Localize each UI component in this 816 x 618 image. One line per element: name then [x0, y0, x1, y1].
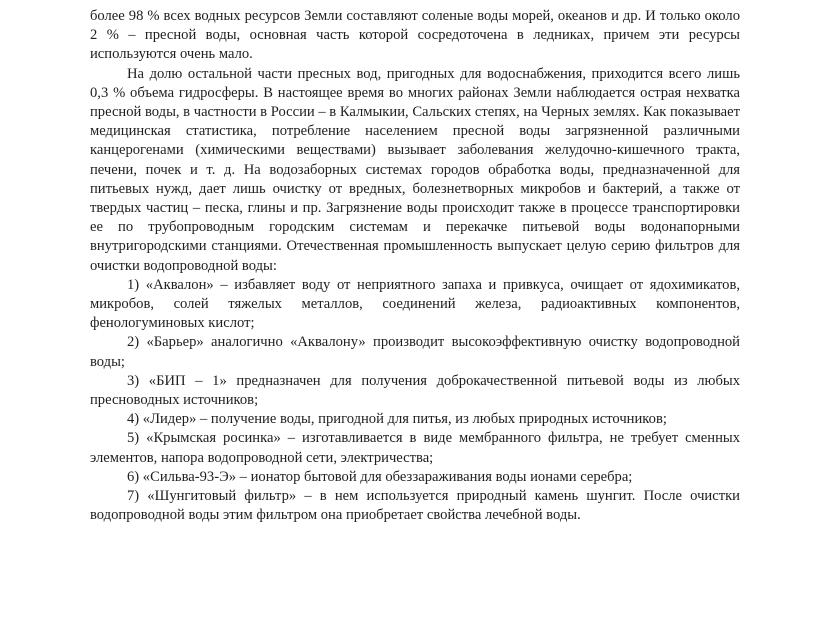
list-item-lider: 4) «Лидер» – получение воды, пригодной для питья, из любых природных источников;: [127, 411, 667, 428]
list-item-shungite: 7) «Шунгитовый фильтр» – в нем используется природный камень шунгит. После очистки водопроводной воды этим фильтром она приобретает свойства лечебной воды.: [90, 488, 740, 524]
list-item-akvalon: 1) «Аквалон» – избавляет воду от неприятного запаха и привкуса, очищает от ядохимикатов, микробов, солей тяжелых металлов, соединений железа, радиоактивных компонентов, фенологуминовых кислот;: [90, 276, 740, 332]
list-item-barrier: 2) «Барьер» аналогично «Аквалону» производит высокоэффективную очистку водопроводной воды;: [90, 334, 740, 370]
list-item-krymskaya-rosinka: 5) «Крымская росинка» – изготавливается в виде мембранного фильтра, не требует сменных элементов, напора водопроводной сети, электричества;: [90, 430, 740, 466]
list-item-bip: 3) «БИП – 1» предназначен для получения доброкачественной питьевой воды из любых пресноводных источников;: [90, 372, 740, 409]
list-item-silva: 6) «Сильва-93-Э» – ионатор бытовой для обеззараживания воды ионами серебра;: [127, 468, 633, 485]
paragraph-freshwater: На долю остальной части пресных вод, пригодных для водоснабжения, приходится всего лишь 0,3 % объема гидросферы. В настоящее время во многих районах Земли наблюдается острая нехватка пресной воды, в частности в России – в Калмыкии, Сальских степях, на Черных землях. Как показывает медицинская статистика, потребление населением пресной воды загрязненной различными канцерогенами (химическими веществами) вызывает заболевания желудочно-кишечного тракта, печени, почек и т. д. На водозаборных системах городов обработка воды, предназначенной для питьевых нужд, дает лишь очистку от вредных, болезнетворных микробов и бактерий, а также от твердых частиц – песка, глины и пр. Загрязнение воды происходит также в процессе транспортировки ее по трубопроводным городским системам и перекачке питьевой воды водонапорными внутригородскими станциями. Отечественная промышленность выпускает целую серию фильтров для очистки водопроводной воды:: [90, 65, 740, 274]
document-page: [90, 7, 740, 525]
paragraph-intro: более 98 % всех водных ресурсов Земли составляют соленые воды морей, океанов и др. И только около 2 % – пресной воды, основная часть которой сосредоточена в ледниках, причем эти ресурсы используются очень мало.: [90, 8, 740, 63]
